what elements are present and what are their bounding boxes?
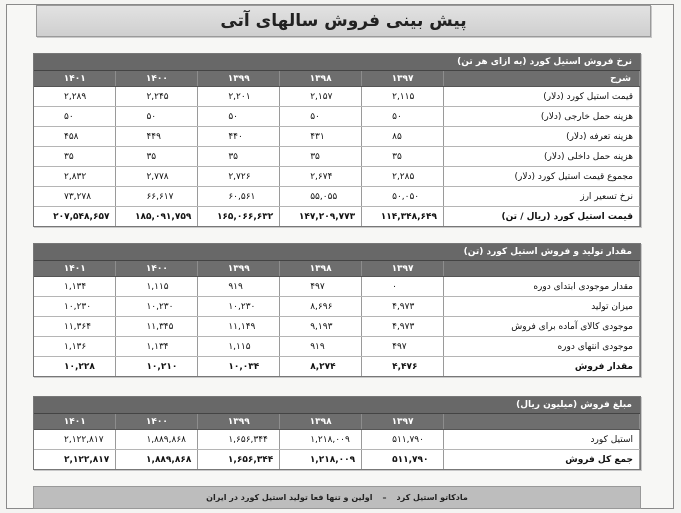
row-label: هزینه تعرفه (دلار): [444, 127, 640, 147]
table-cell: ۷۳,۲۷۸: [34, 187, 116, 207]
table-cell: ۲,۱۲۲,۸۱۷: [34, 450, 116, 470]
table-cell: ۱۰,۰۳۴: [198, 357, 280, 377]
table-cell: ۵۰,۰۵۰: [362, 187, 444, 207]
row-label: میزان تولید: [444, 297, 640, 317]
table-row: [34, 207, 640, 227]
table-cell: ۱,۸۸۹,۸۶۸: [116, 430, 198, 450]
table-cell: ۴۳۱: [280, 127, 362, 147]
section-price: [33, 53, 641, 227]
table-cell: ۵۱۱,۷۹۰: [362, 450, 444, 470]
row-label: موجودی انتهای دوره: [444, 337, 640, 357]
table-cell: ۵۰: [34, 107, 116, 127]
column-header: ۱۴۰۱: [34, 414, 116, 430]
column-header: ۱۳۹۷: [362, 261, 444, 277]
column-header: ۱۳۹۷: [362, 414, 444, 430]
table-cell: ۸۵: [362, 127, 444, 147]
table-cell: ۴,۹۷۳: [362, 317, 444, 337]
table-cell: ۳۵: [198, 147, 280, 167]
row-label: موجودی کالای آماده برای فروش: [444, 317, 640, 337]
table-cell: ۶۶,۶۱۷: [116, 187, 198, 207]
row-label: قیمت استیل کورد (ریال / تن): [444, 207, 640, 227]
table-cell: ۳۵: [116, 147, 198, 167]
table-cell: ۲,۷۲۶: [198, 167, 280, 187]
row-label: جمع کل فروش: [444, 450, 640, 470]
table-cell: ۹۱۹: [198, 277, 280, 297]
column-header: ۱۴۰۰: [116, 261, 198, 277]
table-row: [34, 297, 640, 317]
table-cell: ۱,۱۳۴: [34, 277, 116, 297]
table-cell: ۴,۹۷۳: [362, 297, 444, 317]
table-row: [34, 127, 640, 147]
table-cell: ۱۱,۳۴۵: [116, 317, 198, 337]
table-header-row: [34, 71, 640, 87]
column-header: ۱۳۹۷: [362, 71, 444, 87]
table-row: [34, 167, 640, 187]
column-header: ۱۴۰۰: [116, 414, 198, 430]
table-cell: ۱۱۴,۳۴۸,۶۴۹: [362, 207, 444, 227]
table-cell: ۳۵: [362, 147, 444, 167]
table-cell: ۹۱۹: [280, 337, 362, 357]
table-cell: ۱,۶۵۶,۳۴۴: [198, 430, 280, 450]
table-cell: ۱۶۵,۰۶۶,۶۳۲: [198, 207, 280, 227]
row-label: قیمت استیل کورد (دلار): [444, 87, 640, 107]
row-label: مجموع قیمت استیل کورد (دلار): [444, 167, 640, 187]
column-header: ۱۳۹۸: [280, 414, 362, 430]
table-cell: ۱,۸۸۹,۸۶۸: [116, 450, 198, 470]
table-cell: ۲,۲۴۵: [116, 87, 198, 107]
table-cell: ۲,۸۳۲: [34, 167, 116, 187]
table-cell: ۲,۷۷۸: [116, 167, 198, 187]
table-cell: ۴۵۸: [34, 127, 116, 147]
row-label: نرخ تسعیر ارز: [444, 187, 640, 207]
column-header: [444, 261, 640, 277]
row-label: مقدار فروش: [444, 357, 640, 377]
price-table: [34, 71, 640, 226]
table-cell: ۱,۱۱۵: [116, 277, 198, 297]
table-cell: ۴۹۷: [280, 277, 362, 297]
footer-bar: [33, 486, 641, 509]
column-header: ۱۴۰۰: [116, 71, 198, 87]
table-cell: ۴,۴۷۶: [362, 357, 444, 377]
table-cell: ۲,۲۸۹: [34, 87, 116, 107]
table-cell: ۲,۶۷۴: [280, 167, 362, 187]
section-heading: مقدار تولید و فروش استیل کورد (تن): [34, 244, 640, 261]
table-cell: ۱۰,۲۳۰: [198, 297, 280, 317]
table-cell: ۳۵: [280, 147, 362, 167]
table-row: [34, 337, 640, 357]
table-cell: ۸,۶۹۶: [280, 297, 362, 317]
table-cell: ۴۴۹: [116, 127, 198, 147]
table-cell: ۵۵,۰۵۵: [280, 187, 362, 207]
table-cell: ۱,۲۱۸,۰۰۹: [280, 450, 362, 470]
section-heading: مبلغ فروش (میلیون ریال): [34, 397, 640, 414]
table-cell: ۲,۲۰۱: [198, 87, 280, 107]
table-cell: ۶۰,۵۶۱: [198, 187, 280, 207]
table-cell: ۱۴۷,۲۰۹,۷۷۳: [280, 207, 362, 227]
table-cell: ۲۰۷,۵۴۸,۶۵۷: [34, 207, 116, 227]
column-header: ۱۳۹۹: [198, 261, 280, 277]
table-row: [34, 187, 640, 207]
column-header: ۱۳۹۸: [280, 261, 362, 277]
table-cell: ۹,۱۹۳: [280, 317, 362, 337]
table-cell: ۵۰: [362, 107, 444, 127]
footer-company: مادکاتو استیل کرد: [396, 493, 468, 502]
table-row: [34, 317, 640, 337]
footer-tagline: اولین و تنها فعا تولید استیل کورد در ایران: [206, 493, 373, 502]
table-cell: ۳۵: [34, 147, 116, 167]
column-header: ۱۳۹۹: [198, 71, 280, 87]
column-header: [444, 414, 640, 430]
table-row: [34, 277, 640, 297]
table-cell: ۱,۲۱۸,۰۰۹: [280, 430, 362, 450]
row-label: هزینه حمل داخلی (دلار): [444, 147, 640, 167]
sales-amount-table: [34, 414, 640, 469]
table-header-row: [34, 261, 640, 277]
table-cell: ۸,۲۷۴: [280, 357, 362, 377]
table-cell: ۲,۱۱۵: [362, 87, 444, 107]
column-header: شرح: [444, 71, 640, 87]
table-cell: ۱۰,۲۱۰: [116, 357, 198, 377]
table-cell: ۵۱۱,۷۹۰: [362, 430, 444, 450]
page-title: پیش بینی فروش سالهای آتی: [36, 5, 651, 37]
table-cell: ۱,۱۱۵: [198, 337, 280, 357]
row-label: مقدار موجودی ابتدای دوره: [444, 277, 640, 297]
table-cell: ۲,۲۸۵: [362, 167, 444, 187]
table-cell: ۱,۶۵۶,۳۴۴: [198, 450, 280, 470]
table-cell: ۱۸۵,۰۹۱,۷۵۹: [116, 207, 198, 227]
column-header: ۱۳۹۸: [280, 71, 362, 87]
table-cell: ۲,۱۵۷: [280, 87, 362, 107]
footer-separator: –: [382, 493, 387, 502]
table-cell: ۱۱,۱۴۹: [198, 317, 280, 337]
row-label: استیل کورد: [444, 430, 640, 450]
table-cell: ۱۰,۲۲۸: [34, 357, 116, 377]
table-row: [34, 430, 640, 450]
row-label: هزینه حمل خارجی (دلار): [444, 107, 640, 127]
table-cell: ۴۴۰: [198, 127, 280, 147]
section-heading: نرخ فروش استیل کورد (به ازای هر تن): [34, 54, 640, 71]
table-row: [34, 87, 640, 107]
table-cell: ۱۰,۲۳۰: [34, 297, 116, 317]
table-cell: ۵۰: [198, 107, 280, 127]
column-header: ۱۴۰۱: [34, 261, 116, 277]
table-cell: ۴۹۷: [362, 337, 444, 357]
section-quantity: [33, 243, 641, 377]
table-cell: ۲,۱۲۲,۸۱۷: [34, 430, 116, 450]
table-cell: ۱,۱۳۶: [34, 337, 116, 357]
table-cell: ۱,۱۳۴: [116, 337, 198, 357]
table-cell: ۱۱,۳۶۴: [34, 317, 116, 337]
table-row: [34, 450, 640, 470]
table-cell: ۵۰: [280, 107, 362, 127]
table-cell: ۰: [362, 277, 444, 297]
column-header: ۱۴۰۱: [34, 71, 116, 87]
column-header: ۱۳۹۹: [198, 414, 280, 430]
table-row: [34, 357, 640, 377]
section-sales-amount: [33, 396, 641, 470]
table-cell: ۵۰: [116, 107, 198, 127]
table-cell: ۱۰,۲۳۰: [116, 297, 198, 317]
table-row: [34, 147, 640, 167]
table-header-row: [34, 414, 640, 430]
table-row: [34, 107, 640, 127]
quantity-table: [34, 261, 640, 376]
